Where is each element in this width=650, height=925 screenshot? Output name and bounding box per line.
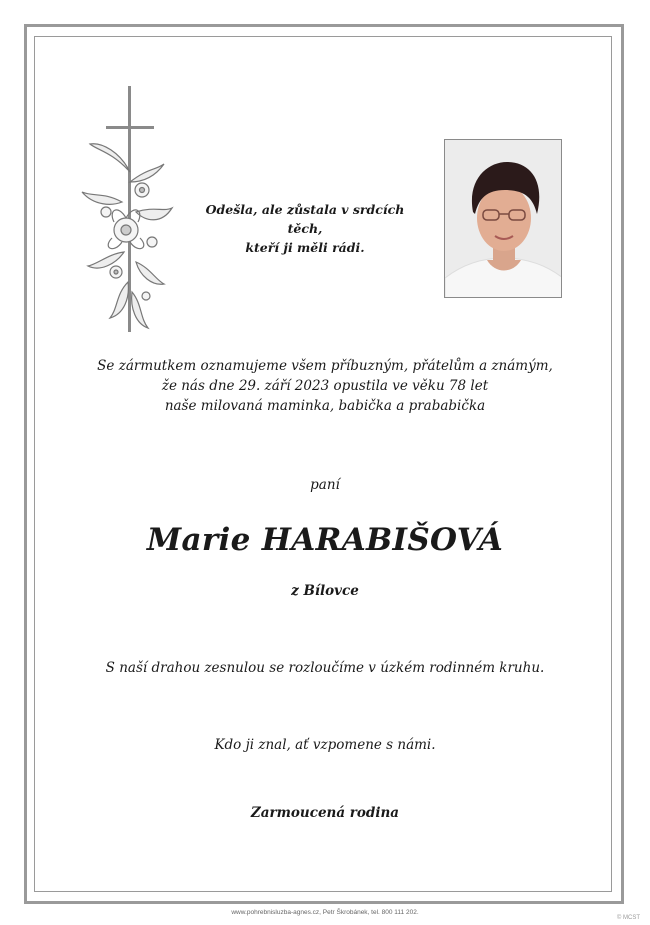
honorific: paní xyxy=(310,477,340,493)
motto-line: kteří ji měli rádi. xyxy=(245,240,365,255)
farewell-text: S naší drahou zesnulou se rozloučíme v úzkém rodinném kruhu. xyxy=(105,660,545,676)
footer-text: www.pohrebnisluzba-agnes.cz, Petr Škrobánek, tel. 800 111 202. xyxy=(231,909,419,916)
copyright-mark: © MCST xyxy=(616,915,640,921)
deceased-name: Marie HARABIŠOVÁ xyxy=(146,522,504,558)
announcement-line: že nás dne 29. září 2023 opustila ve věku 78 let xyxy=(161,378,489,394)
portrait-photo xyxy=(444,139,562,298)
cross-with-flowers-icon xyxy=(72,82,182,342)
announcement xyxy=(60,356,590,416)
announcement-line: Se zármutkem oznamujeme všem příbuzným, přátelům a známým, xyxy=(97,358,553,374)
motto xyxy=(190,200,420,257)
remembrance-text: Kdo ji znal, ať vzpomene s námi. xyxy=(214,737,436,753)
announcement-line: naše milovaná maminka, babička a prababička xyxy=(164,398,486,414)
portrait-illustration xyxy=(445,140,562,298)
origin: z Bílovce xyxy=(291,583,359,599)
signature: Zarmoucená rodina xyxy=(250,805,400,821)
motto-line: Odešla, ale zůstala v srdcích těch, xyxy=(205,202,405,236)
